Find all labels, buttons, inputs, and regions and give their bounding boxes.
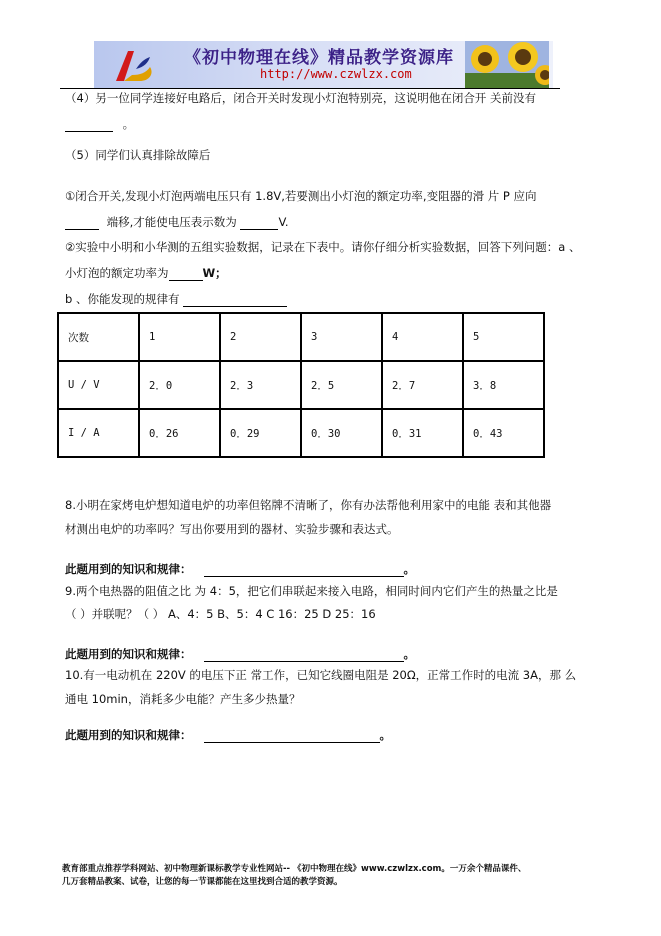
- table-cell: 2．0: [139, 361, 220, 409]
- q5-voltage-blank[interactable]: [240, 213, 278, 230]
- table-cell: 0．26: [139, 409, 220, 457]
- q5-power-blank[interactable]: [169, 264, 203, 281]
- table-row: [58, 313, 544, 361]
- q8-knowledge: 此题用到的知识和规律： 。: [65, 562, 416, 576]
- q5-item1-line1: ①闭合开关,发现小灯泡两端电压只有 1.8V,若要测出小灯泡的额定功率,变阻器的滑 片 P 应向: [65, 189, 537, 203]
- q4-line2: 。: [65, 115, 134, 132]
- table-cell: 3．8: [463, 361, 544, 409]
- q4-answer-blank[interactable]: [65, 115, 113, 132]
- sunflower-image: [465, 41, 549, 88]
- table-row: [58, 361, 544, 409]
- table-cell: 0．30: [301, 409, 382, 457]
- q8-line1: 8.小明在家烤电炉想知道电炉的功率但铭牌不清晰了，你有办法帮他利用家中的电能 表和其他器: [65, 498, 552, 512]
- q5-title: （5）同学们认真排除故障后: [65, 148, 211, 162]
- table-cell: U / V: [58, 361, 139, 409]
- banner-url[interactable]: http://www.czwlzx.com: [260, 67, 412, 81]
- header-banner: [94, 41, 553, 88]
- q9-knowledge-blank[interactable]: [204, 645, 404, 662]
- table-cell: I / A: [58, 409, 139, 457]
- table-cell: 5: [463, 313, 544, 361]
- table-cell: 0．31: [382, 409, 463, 457]
- q10-knowledge: 此题用到的知识和规律： 。: [65, 728, 392, 742]
- table-cell: 2: [220, 313, 301, 361]
- table-cell: 2．7: [382, 361, 463, 409]
- table-row: [58, 409, 544, 457]
- site-logo-icon: [110, 47, 158, 85]
- footer: [62, 863, 526, 889]
- q9-line2: （ ）并联呢？（ ） A、4：5 B、5：4 C 16：25 D 25：16: [65, 607, 376, 621]
- header-rule: [60, 88, 560, 89]
- q10-knowledge-blank[interactable]: [204, 726, 380, 743]
- q5-item2-line1: ②实验中小明和小华测的五组实验数据，记录在下表中。请你仔细分析实验数据，回答下列问题：a 、: [65, 240, 581, 254]
- q8-line2: 材测出电炉的功率吗？写出你要用到的器材、实验步骤和表达式。: [65, 522, 399, 536]
- data-table: [57, 312, 545, 458]
- q5-item1-line2: 端移,才能使电压表示数为 V.: [65, 213, 289, 230]
- q4-line1: （4）另一位同学连接好电路后，闭合开关时发现小灯泡特别亮，这说明他在闭合开 关前没有: [65, 91, 536, 105]
- table-cell: 3: [301, 313, 382, 361]
- q8-knowledge-blank[interactable]: [204, 560, 404, 577]
- footer-line2: 几万套精品教案、试卷，让您的每一节课都能在这里找到合适的教学资源。: [62, 877, 343, 887]
- q10-line2: 通电 10min，消耗多少电能？产生多少热量？: [65, 692, 301, 706]
- table-cell: 0．29: [220, 409, 301, 457]
- table-cell: 0．43: [463, 409, 544, 457]
- q5-item2-line2: 小灯泡的额定功率为 W；: [65, 266, 227, 280]
- q9-line1: 9.两个电热器的阻值之比 为 4：5，把它们串联起来接入电路，相同时间内它们产生的热量之比是: [65, 584, 558, 598]
- q10-line1: 10.有一电动机在 220V 的电压下正 常工作，已知它线圈电阻是 20Ω，正常工作时的电流 3A，那 么: [65, 668, 577, 682]
- q9-knowledge: 此题用到的知识和规律： 。: [65, 647, 416, 661]
- q5-item2-line3: b 、你能发现的规律有: [65, 290, 287, 307]
- table-cell: 2．5: [301, 361, 382, 409]
- banner-title: 《初中物理在线》精品教学资源库: [184, 48, 454, 68]
- q5-rule-blank[interactable]: [183, 290, 287, 307]
- table-cell: 1: [139, 313, 220, 361]
- footer-line1: 教育部重点推荐学科网站、初中物理新课标教学专业性网站-- 《初中物理在线》www.czwlzx.com。一万余个精品课件、: [62, 864, 527, 874]
- table-cell: 4: [382, 313, 463, 361]
- q5-direction-blank[interactable]: [65, 213, 99, 230]
- table-cell: 次数: [58, 313, 139, 361]
- table-cell: 2．3: [220, 361, 301, 409]
